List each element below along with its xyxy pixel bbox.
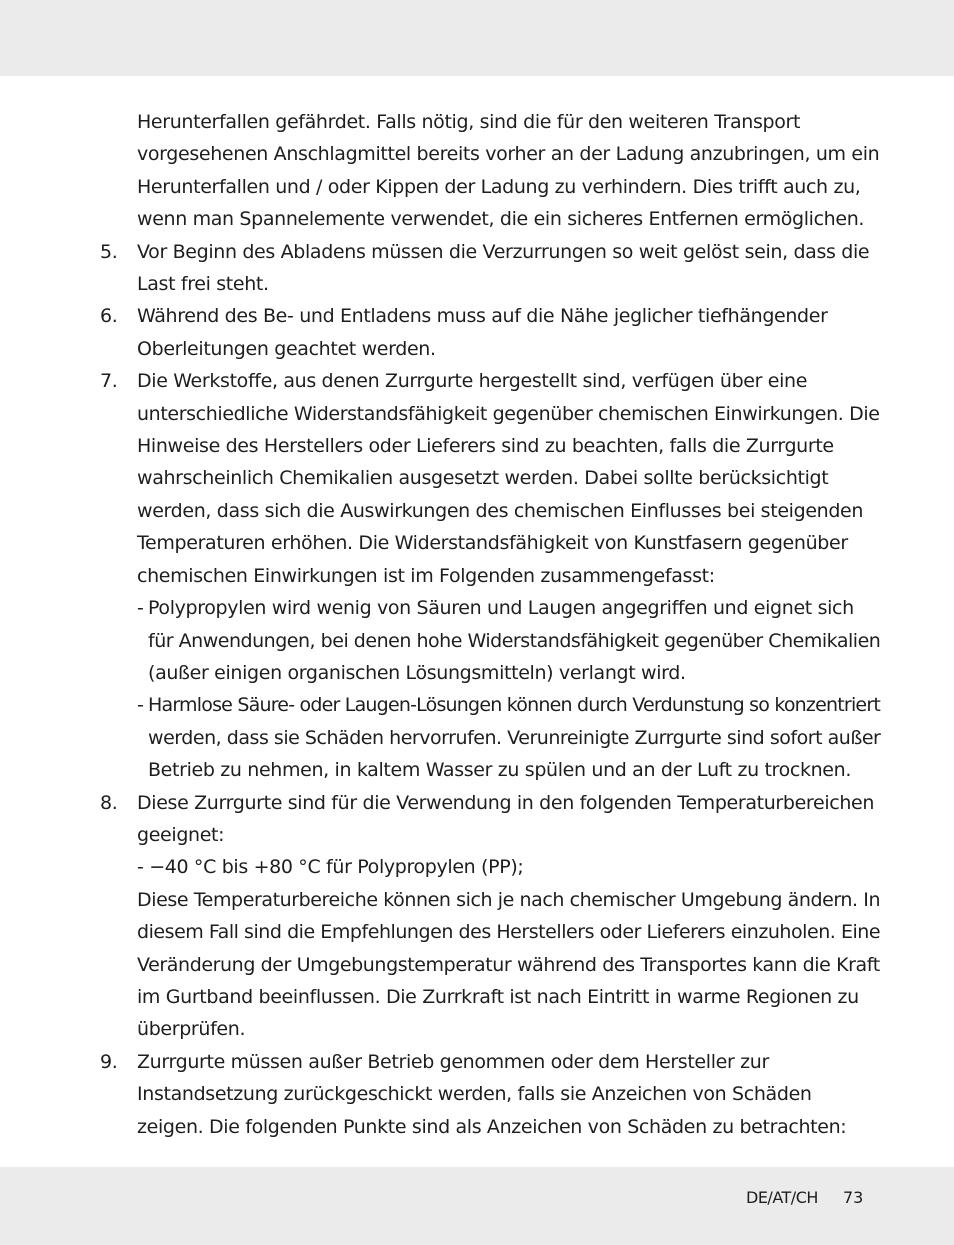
text-line: zeigen. Die folgenden Punkte sind als Anzeichen von Schäden zu betrachten: [137, 1115, 847, 1138]
bullet-dash: - [137, 597, 144, 620]
text-line: geeignet: [137, 823, 225, 846]
list-item-8 [0, 787, 880, 1046]
item-number: 9. [100, 1050, 118, 1073]
text-line: Last frei steht. [137, 273, 269, 296]
list-item-9 [0, 1046, 880, 1143]
bullet-harmlose-loesungen [137, 689, 880, 786]
text-line: Diese Zurrgurte sind für die Verwendung in den folgenden Temperaturbereichen [137, 791, 875, 814]
bullet-dash: - [137, 694, 144, 717]
text-line: werden, dass sich die Auswirkungen des chemischen Einflusses bei steigenden [137, 499, 864, 522]
text-line: werden, dass sie Schäden hervorrufen. Verunreinigte Zurrgurte sind sofort außer [148, 726, 881, 749]
text-line: überprüfen. [137, 1018, 246, 1041]
list-item-6 [0, 300, 880, 365]
text-line: diesem Fall sind die Empfehlungen des Herstellers oder Lieferers einzuholen. Eine [137, 921, 881, 944]
temperature-range: - −40 °C bis +80 °C für Polypropylen (PP); [137, 856, 524, 879]
text-line: chemischen Einwirkungen ist im Folgenden zusammengefasst: [137, 564, 715, 587]
bullet-polypropylen [137, 592, 880, 689]
text-line: Oberleitungen geachtet werden. [137, 337, 436, 360]
item-number: 6. [100, 305, 118, 328]
intro-paragraph [0, 106, 880, 236]
text-line: Herunterfallen gefährdet. Falls nötig, sind die für den weiteren Transport [137, 111, 801, 133]
region-label: DE/AT/CH [746, 1188, 818, 1207]
text-line: (außer einigen organischen Lösungsmitteln) verlangt wird. [148, 661, 686, 684]
page-number: 73 [843, 1188, 864, 1207]
list-item-5 [0, 236, 880, 301]
text-line: Temperaturen erhöhen. Die Widerstandsfähigkeit von Kunstfasern gegenüber [137, 532, 848, 555]
text-line: wahrscheinlich Chemikalien ausgesetzt werden. Dabei sollte berücksichtigt [137, 467, 829, 490]
text-line: unterschiedliche Widerstandsfähigkeit gegenüber chemischen Einwirkungen. Die [137, 402, 880, 425]
text-line: Die Werkstoffe, aus denen Zurrgurte hergestellt sind, verfügen über eine [137, 370, 808, 393]
item-number: 8. [100, 791, 118, 814]
text-line: Veränderung der Umgebungstemperatur während des Transportes kann die Kraft [137, 953, 880, 976]
text-line: vorgesehenen Anschlagmittel bereits vorher an der Ladung anzubringen, um ein [137, 143, 880, 166]
item-number: 5. [100, 240, 118, 263]
header-band [0, 0, 954, 76]
text-line: Während des Be- und Entladens muss auf die Nähe jeglicher tiefhängender [137, 305, 828, 328]
text-line: wenn man Spannelemente verwendet, die ein sicheres Entfernen ermöglichen. [137, 208, 865, 231]
text-line: Harmlose Säure- oder Laugen-Lösungen können durch Verdunstung so konzentriert [148, 694, 881, 717]
text-line: Diese Temperaturbereiche können sich je nach chemischer Umgebung ändern. In [137, 888, 881, 911]
text-line: Vor Beginn des Abladens müssen die Verzurrungen so weit gelöst sein, dass die [137, 240, 870, 263]
text-line: im Gurtband beeinflussen. Die Zurrkraft ist nach Eintritt in warme Regionen zu [137, 985, 859, 1008]
text-line: Herunterfallen und / oder Kippen der Ladung zu verhindern. Dies trifft auch zu, [137, 175, 861, 198]
text-line: Polypropylen wird wenig von Säuren und Laugen angegriffen und eignet sich [148, 597, 854, 620]
list-item-7 [0, 365, 880, 786]
text-line: Betrieb zu nehmen, in kaltem Wasser zu spülen und an der Luft zu trocknen. [148, 759, 852, 782]
item-number: 7. [100, 370, 118, 393]
document-body [0, 106, 954, 1143]
text-line: Instandsetzung zurückgeschickt werden, falls sie Anzeichen von Schäden [137, 1083, 812, 1106]
text-line: für Anwendungen, bei denen hohe Widerstandsfähigkeit gegenüber Chemikalien [148, 629, 881, 652]
text-line: Zurrgurte müssen außer Betrieb genommen oder dem Hersteller zur [137, 1050, 769, 1073]
text-line: Hinweise des Herstellers oder Lieferers sind zu beachten, falls die Zurrgurte [137, 435, 834, 458]
